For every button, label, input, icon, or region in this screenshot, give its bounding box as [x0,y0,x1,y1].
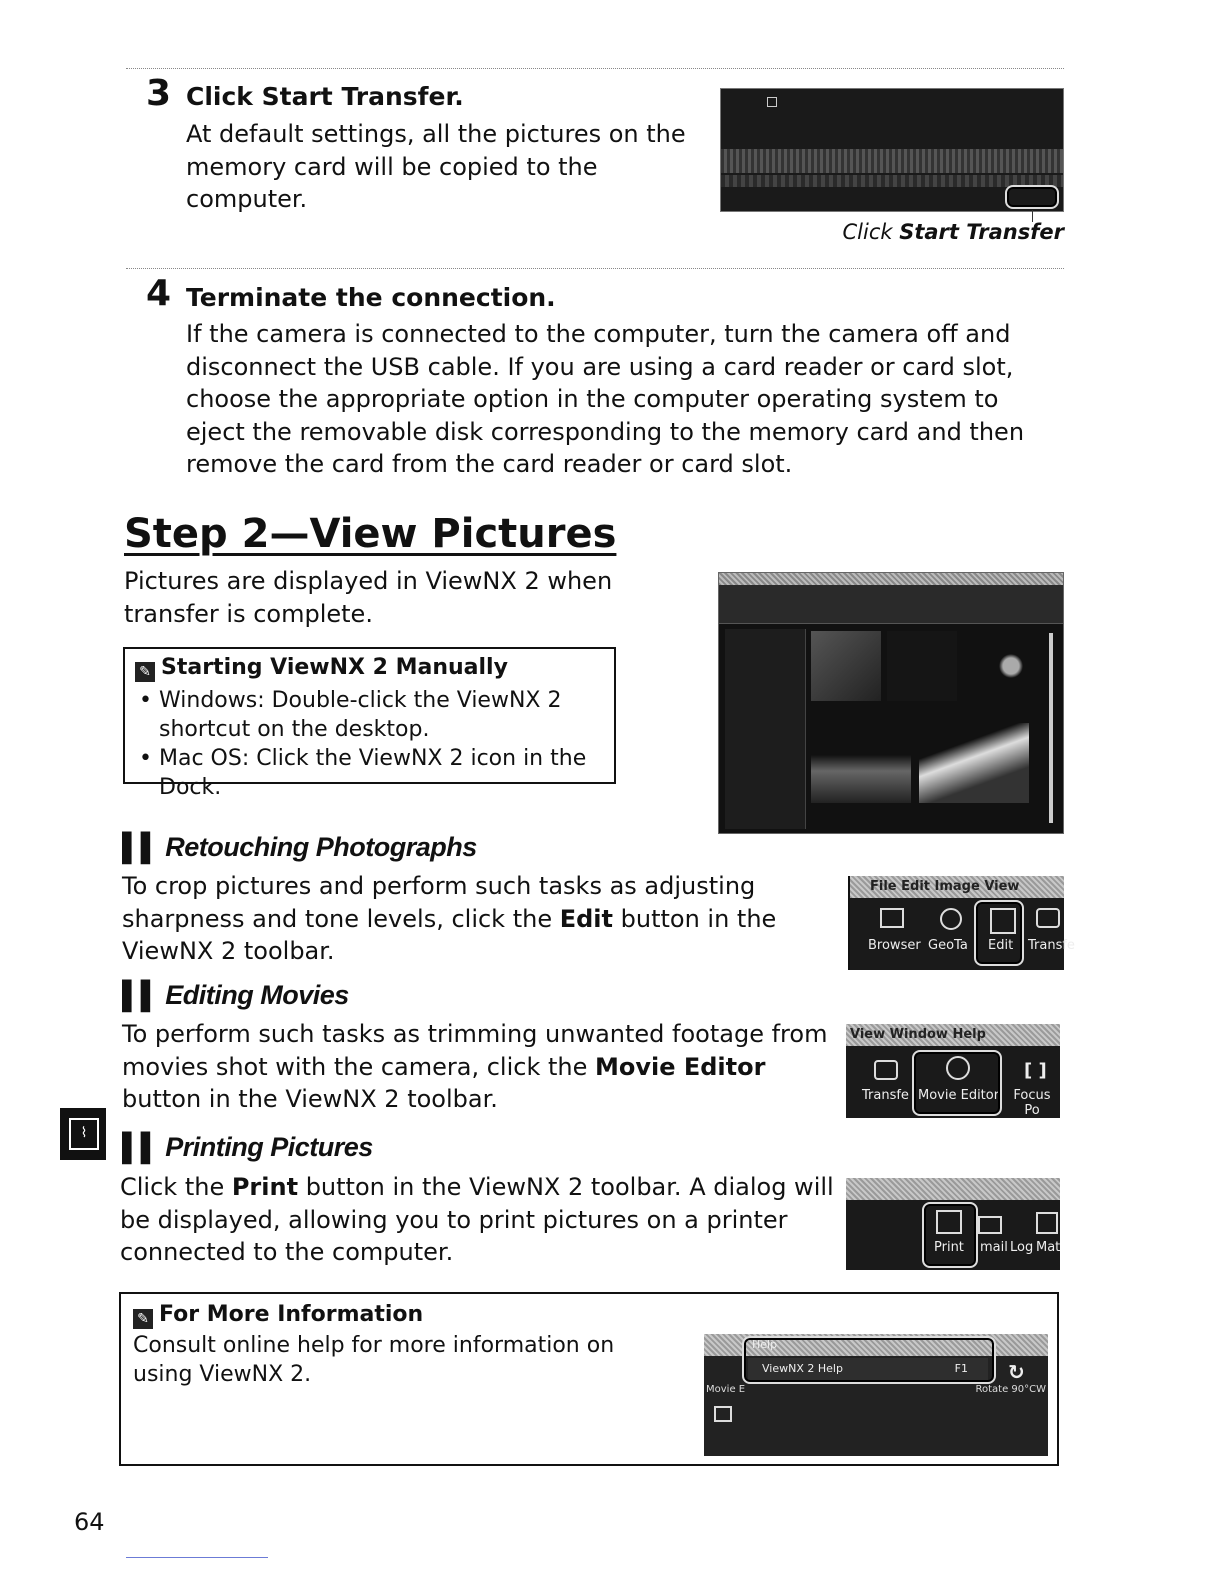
rotate-icon: ↻ [1008,1360,1025,1384]
printing-text-bold: Print [231,1173,299,1201]
retouching-text-2: button in the ViewNX 2 toolbar. [122,904,777,965]
rotate-label: Rotate 90°CW [975,1384,1046,1395]
movie-editor-toolbar-screenshot [846,1024,1060,1118]
printing-text-1: Click the [120,1173,232,1201]
print-button: Print [934,1240,964,1255]
section-marker-icon: ▌▌ [122,832,160,862]
pencil-note-icon: ✎ [135,662,155,682]
step-3-title: Click Start Transfer. [186,82,464,111]
step-4-number: 4 [146,273,172,314]
help-menu-header: Help [752,1338,778,1351]
window-icon [714,1406,732,1422]
geotag-icon [940,908,962,930]
retouching-text [122,870,832,968]
section-title: Step 2—View Pictures [124,511,617,557]
edit-button: Edit [988,938,1014,953]
step-3-text: At default settings, all the pictures on the memory card will be copied to the computer. [186,120,686,213]
transfer-icon [874,1060,898,1080]
log-button: Log [1010,1240,1034,1255]
caption-bold: Start Transfer [899,220,1064,244]
note-title [133,1302,1045,1329]
printing-text-2: button in the ViewNX 2 toolbar. A dialog will be displayed, allowing you to print pictures on a printer connected to the computer. [120,1173,834,1266]
transfer-button: Transfe [1028,938,1075,953]
divider-top [126,68,1064,69]
edit-button-highlight [974,900,1024,966]
start-transfer-screenshot [720,88,1064,212]
movie-editor-highlight [912,1050,1002,1116]
pencil-note-icon: ✎ [133,1309,153,1329]
step-4-title: Terminate the connection. [186,283,556,312]
section-intro: Pictures are displayed in ViewNX 2 when transfer is complete. [124,567,613,628]
section-tab-icon: ⌇ [60,1108,106,1160]
retouching-text-bold: Edit [559,904,613,933]
browser-button: Browser [868,938,921,953]
toolbar-menu-text: View Window Help [850,1027,986,1042]
start-transfer-caption [843,220,1065,244]
movies-text-bold: Movie Editor [594,1052,766,1081]
focus-bracket-icon: [ ] [1024,1060,1047,1081]
caption-plain: Click [842,220,900,244]
printing-heading [122,1134,373,1161]
retouching-heading [122,834,477,861]
step-3-number: 3 [146,73,172,114]
movies-text-2: button in the ViewNX 2 toolbar. [122,1085,498,1113]
printing-text [120,1171,836,1269]
note-more-text: Consult online help for more information on using ViewNX 2. [133,1333,615,1387]
footer-line [126,1557,268,1558]
divider-middle [126,268,1064,269]
geotag-button: GeoTa [928,938,968,953]
focus-point-button: Focus Po [1013,1088,1051,1118]
edit-toolbar-screenshot [848,876,1075,970]
printing-heading-text: Printing Pictures [165,1132,373,1162]
metadata-icon [1036,1212,1058,1234]
section-marker-icon: ▌▌ [122,980,160,1010]
retouching-text-1: To crop pictures and perform such tasks as adjusting sharpness and tone levels, click the [122,872,756,933]
transfer-icon [1036,908,1060,928]
email-button: mail [980,1240,1008,1255]
note-item-windows: • Windows: Double-click the ViewNX 2 shortcut on the desktop. [135,686,604,744]
note-title [135,655,604,682]
toolbar-menu-text: File Edit Image View [870,879,1020,894]
help-menu-item-label: ViewNX 2 Help [762,1362,843,1375]
note-list [135,686,604,802]
page-number: 64 [74,1508,105,1536]
note-item-mac: • Mac OS: Click the ViewNX 2 icon in the Dock. [135,744,604,802]
mail-icon [978,1216,1002,1234]
print-toolbar-screenshot [846,1178,1060,1270]
start-transfer-button-highlight [1005,185,1059,209]
section-marker-icon: ▌▌ [122,1132,160,1162]
retouching-heading-text: Retouching Photographs [165,832,477,862]
step-4-text: If the camera is connected to the computer, turn the camera off and disconnect the USB cable. If you are using a card reader or card slot, choose the appropriate option in the computer operating system to eject the removable disk corresponding to the memory card and then remove the card from the card reader or card slot. [186,320,1025,478]
help-menu-screenshot [704,1334,1048,1456]
movies-heading-text: Editing Movies [165,980,349,1010]
movies-text [122,1018,828,1116]
movie-editor-button: Movie Editor [918,1088,1000,1103]
transfer-button: Transfe [862,1088,909,1103]
movie-editor-partial: Movie E [706,1384,746,1395]
movies-heading [122,982,349,1009]
note-title-text: Starting ViewNX 2 Manually [161,655,508,680]
viewnx-screenshot [718,572,1064,834]
browser-icon [880,908,904,928]
movies-text-1: To perform such tasks as trimming unwanted footage from movies shot with the camera, click the [122,1020,828,1081]
note-more-title-text: For More Information [159,1302,424,1327]
print-button-highlight [922,1202,978,1268]
help-item-highlight [742,1336,996,1384]
help-menu-shortcut: F1 [954,1362,968,1375]
note-starting-manually [123,647,616,800]
match-button: Mat [1036,1240,1061,1255]
